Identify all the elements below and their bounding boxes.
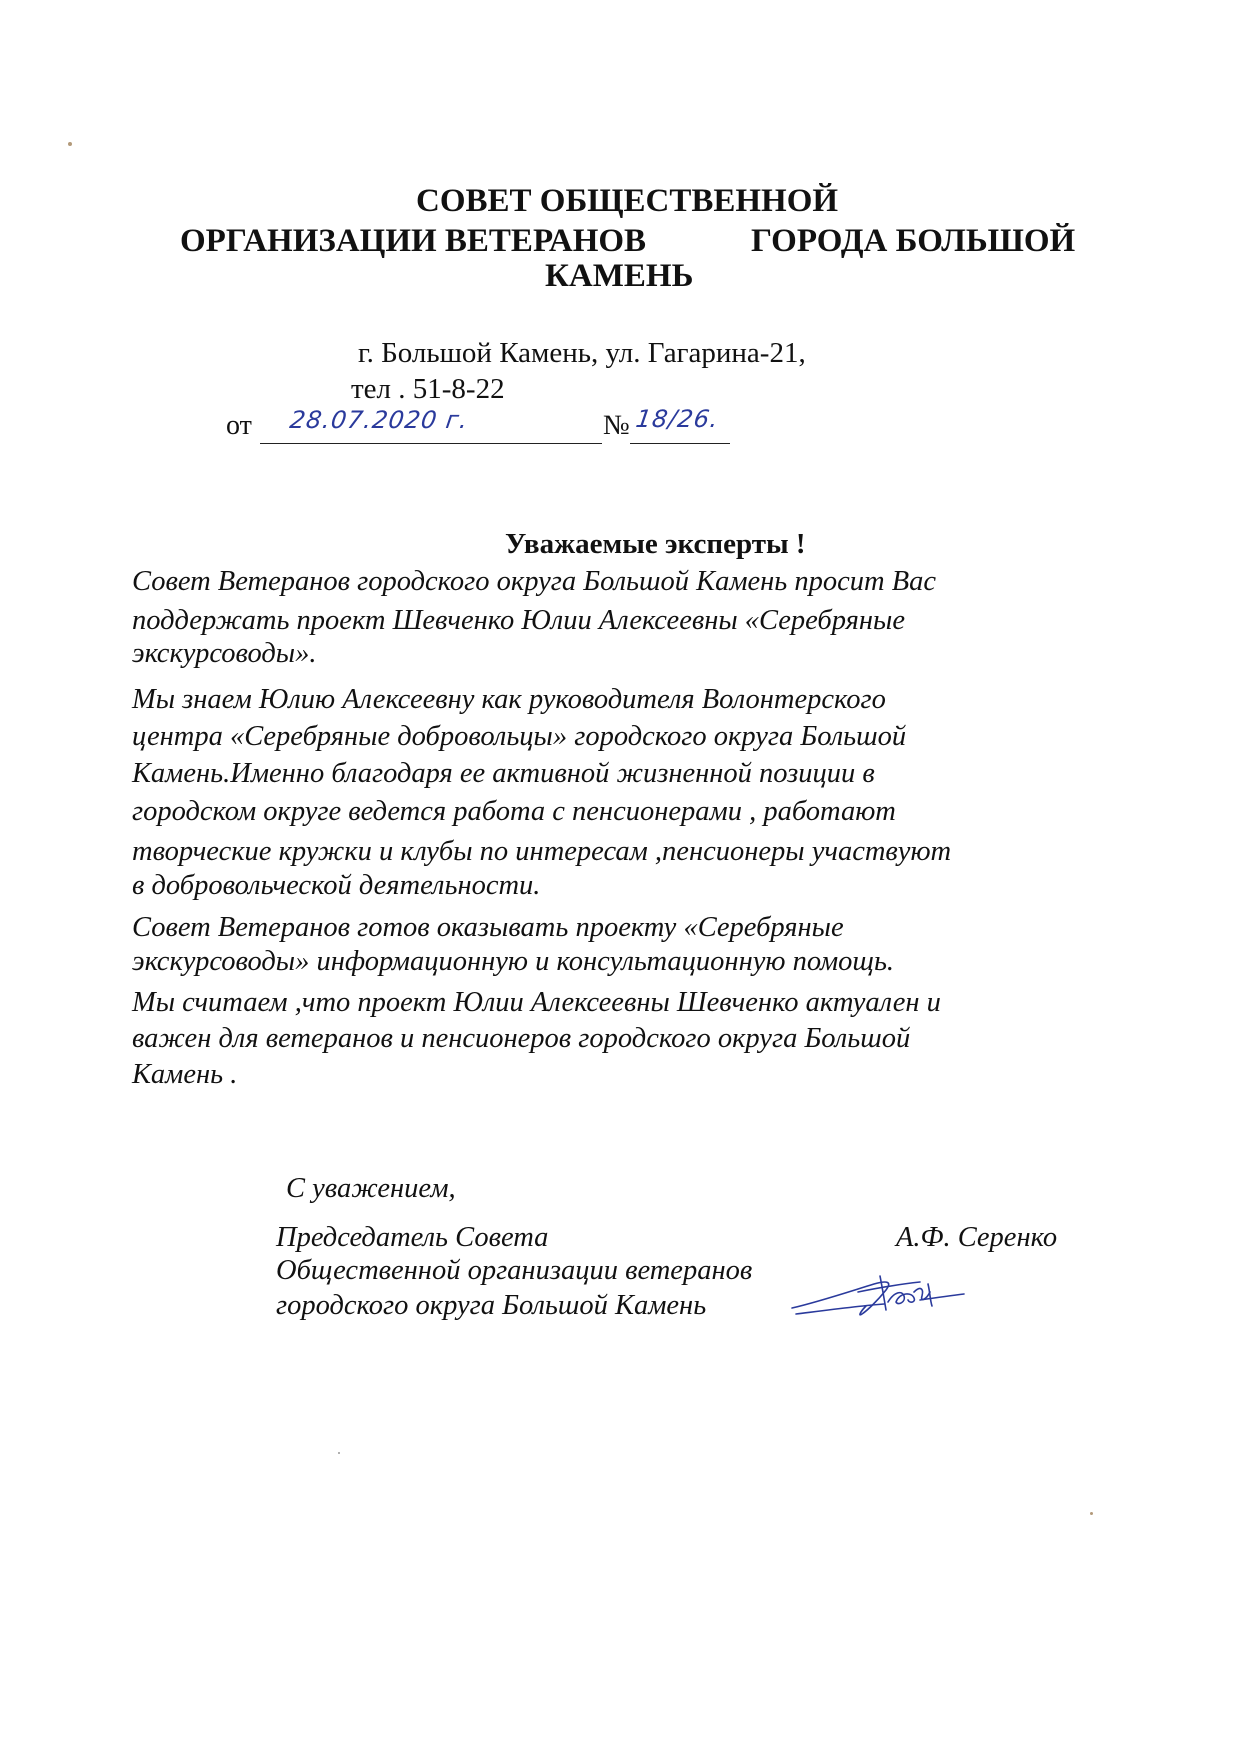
body-line: экскурсоводы» информационную и консультационную помощь. [132,946,895,977]
handwritten-date: 28.07.2020 г. [288,406,471,434]
phone-line: тел . 51-8-22 [351,373,505,405]
closing-line: Общественной организации ветеранов [276,1255,753,1286]
closing-line: городского округа Большой Камень [276,1290,707,1321]
speck [1090,1512,1093,1515]
greeting: Уважаемые эксперты ! [505,528,806,560]
date-label: от [226,410,252,441]
body-line: важен для ветеранов и пенсионеров городского округа Большой [132,1023,911,1054]
body-line: Камень.Именно благодаря ее активной жизненной позиции в [132,758,875,789]
speck [68,142,72,146]
body-line: Камень . [132,1059,238,1090]
body-line: поддержать проект Шевченко Юлии Алексеевны «Серебряные [132,605,905,636]
closing-line: Председатель Совета [276,1222,549,1253]
date-underline [260,443,602,444]
number-underline [630,443,730,444]
body-line: творческие кружки и клубы по интересам ,пенсионеры участвуют [132,836,952,867]
letterhead-title-line-2a: ОРГАНИЗАЦИИ ВЕТЕРАНОВ [180,223,647,259]
handwritten-signature [788,1262,966,1324]
body-line: Совет Ветеранов городского округа Большой Камень просит Вас [132,566,937,597]
body-line: Совет Ветеранов готов оказывать проекту «Серебряные [132,912,844,943]
body-line: в добровольческой деятельности. [132,870,541,901]
number-sign: № [603,410,630,441]
body-line: экскурсоводы». [132,638,317,669]
handwritten-number: 18/26. [634,405,721,433]
body-line: центра «Серебряные добровольцы» городского округа Большой [132,721,907,752]
address-line: г. Большой Камень, ул. Гагарина-21, [358,337,806,369]
closing-line: С уважением, [286,1173,456,1204]
speck [338,1452,340,1454]
body-line: Мы знаем Юлию Алексеевну как руководителя Волонтерского [132,684,886,715]
letterhead-title-line-3: КАМЕНЬ [545,258,694,294]
letterhead-title-line-1: СОВЕТ ОБЩЕСТВЕННОЙ [416,183,839,219]
body-line: Мы считаем ,что проект Юлии Алексеевны Шевченко актуален и [132,987,941,1018]
letterhead-title-line-2b: ГОРОДА БОЛЬШОЙ [751,223,1076,259]
body-line: городском округе ведется работа с пенсионерами , работают [132,796,896,827]
signer-name: А.Ф. Серенко [896,1222,1058,1253]
